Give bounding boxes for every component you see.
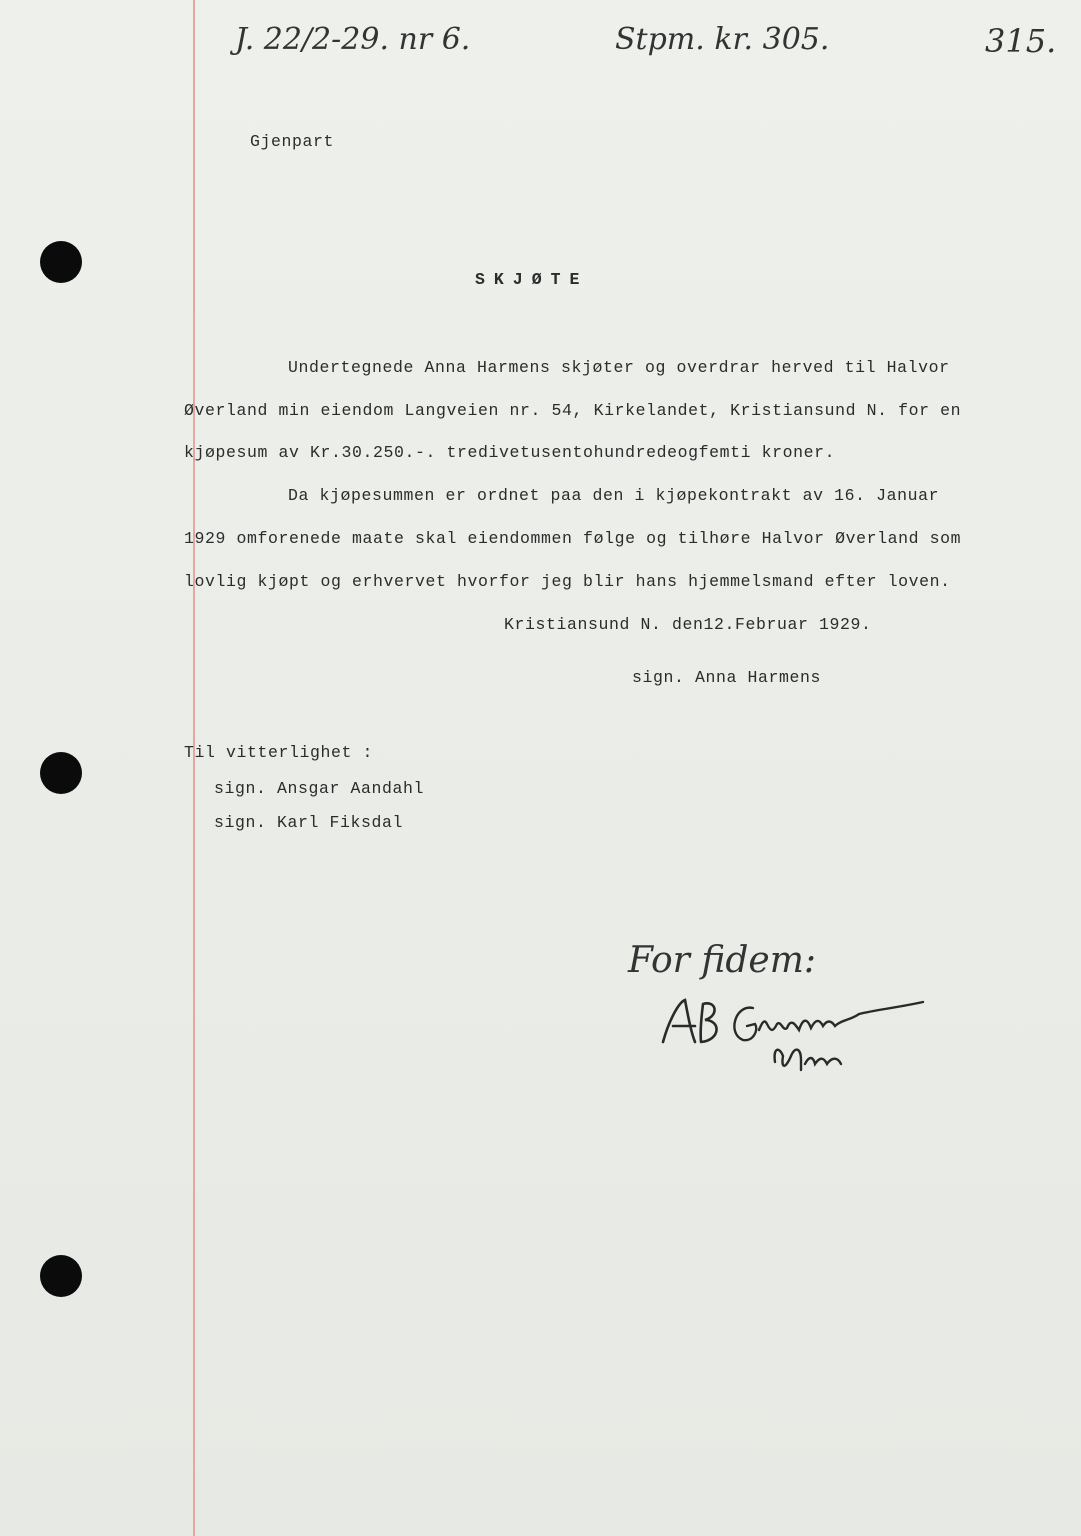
- punch-hole-bottom: [40, 1255, 82, 1297]
- paragraph2-line3: lovlig kjøpt og erhvervet hvorfor jeg blir hans hjemmelsmand efter loven.: [184, 572, 951, 591]
- paragraph1-line2: Øverland min eiendom Langveien nr. 54, Kirkelandet, Kristiansund N. for en: [184, 401, 962, 420]
- header-left-note: J. 22/2-29. nr 6.: [235, 22, 471, 57]
- handwritten-signature: [655, 990, 945, 1090]
- punch-hole-middle: [40, 752, 82, 794]
- paragraph2-line1: Da kjøpesummen er ordnet paa den i kjøpekontrakt av 16. Januar: [288, 486, 940, 505]
- witness-2: sign. Karl Fiksdal: [214, 813, 404, 832]
- copy-label: Gjenpart: [250, 132, 335, 151]
- paragraph1-line1: Undertegnede Anna Harmens skjøter og overdrar herved til Halvor: [288, 358, 950, 377]
- paragraph2-line2: 1929 omforenede maate skal eiendommen følge og tilhøre Halvor Øverland som: [184, 529, 962, 548]
- document-title: SKJØTE: [475, 270, 589, 289]
- margin-line: [193, 0, 195, 1536]
- place-date: Kristiansund N. den12.Februar 1929.: [504, 615, 872, 634]
- header-middle-note: Stpm. kr. 305.: [615, 22, 830, 57]
- paragraph1-line3: kjøpesum av Kr.30.250.-. tredivetusentohundredeogfemti kroner.: [184, 443, 836, 462]
- seller-signature: sign. Anna Harmens: [632, 668, 822, 687]
- attest-note: For fidem:: [628, 940, 816, 981]
- punch-hole-top: [40, 241, 82, 283]
- witness-label: Til vitterlighet :: [184, 743, 374, 762]
- page-number: 315.: [985, 22, 1057, 60]
- witness-1: sign. Ansgar Aandahl: [214, 779, 425, 798]
